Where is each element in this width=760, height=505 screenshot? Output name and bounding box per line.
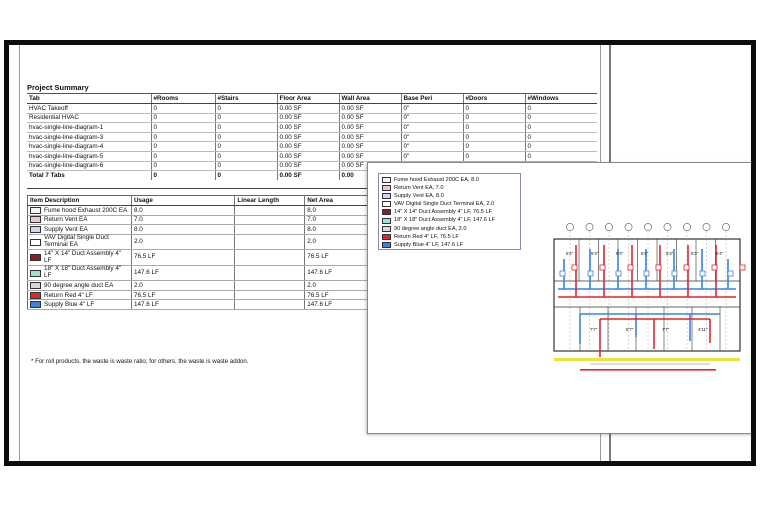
item-swatch-icon <box>30 282 41 289</box>
dimension-label: 5'3" <box>616 251 624 256</box>
item-usage-cell: 8.0 <box>131 225 234 235</box>
item-description <box>30 235 129 249</box>
legend-label: 18" X 18" Duct Assembly 4" LF, 147.6 LF <box>394 217 496 224</box>
item-row <box>28 290 369 300</box>
item-description-label: 14" X 14" Duct Assembly 4" LF <box>44 249 122 264</box>
item-row <box>28 300 369 310</box>
summary-cell: Residential HVAC <box>27 113 151 123</box>
summary-cell: 0 <box>463 152 525 162</box>
item-net-cell: 2.0 <box>305 234 369 250</box>
legend-swatch-icon <box>382 234 391 240</box>
summary-cell: HVAC Takeoff <box>27 104 151 114</box>
summary-cell: 0 <box>151 152 215 162</box>
dimension-label: 5'4" <box>716 251 724 256</box>
summary-cell: 0 <box>463 132 525 142</box>
item-length-cell <box>235 250 305 266</box>
grid-bubble <box>644 223 651 230</box>
summary-cell: 0.00 SF <box>339 152 401 162</box>
summary-cell: hvac-single-line-diagram-6 <box>27 161 151 171</box>
items-column-header: Net Area <box>305 196 369 206</box>
grid-bubble <box>683 223 690 230</box>
item-description-cell <box>28 250 132 266</box>
hvac-floor-plan <box>550 219 746 377</box>
project-summary-title: Project Summary <box>27 83 597 94</box>
items-header-row <box>28 196 369 206</box>
item-description-cell <box>28 290 132 300</box>
return-vent-icon <box>628 265 633 270</box>
item-usage-cell: 147.6 LF <box>131 265 234 281</box>
summary-cell: 0 <box>215 142 277 152</box>
summary-total-cell: 0.00 <box>339 171 401 181</box>
summary-cell: 0" <box>401 152 463 162</box>
item-usage-cell: 8.0 <box>131 206 234 216</box>
summary-row <box>27 132 597 142</box>
item-usage-cell: 76.5 LF <box>131 290 234 300</box>
legend-label: 90 degree angle duct EA, 2.0 <box>394 225 467 232</box>
item-length-cell <box>235 281 305 291</box>
item-usage-cell: 147.6 LF <box>131 300 234 310</box>
item-row <box>28 225 369 235</box>
summary-cell: 0 <box>215 104 277 114</box>
summary-column-header: Base Peri <box>401 94 463 104</box>
legend-swatch-icon <box>382 218 391 224</box>
item-length-cell <box>235 290 305 300</box>
legend-swatch-icon <box>382 209 391 215</box>
item-description <box>30 251 129 265</box>
summary-cell: 0 <box>151 113 215 123</box>
summary-cell: 0 <box>215 132 277 142</box>
summary-cell: 0.00 SF <box>339 104 401 114</box>
items-column-header: Usage <box>131 196 234 206</box>
item-swatch-icon <box>30 207 41 214</box>
item-description-cell <box>28 300 132 310</box>
summary-cell: 0 <box>215 123 277 133</box>
drawing-preview-sheet <box>367 162 755 434</box>
summary-header-row <box>27 94 597 104</box>
item-description-label: Fume hood Exhaust 200C EA <box>44 206 128 214</box>
item-length-cell <box>235 234 305 250</box>
item-length-cell <box>235 225 305 235</box>
item-description-cell <box>28 265 132 281</box>
summary-cell: 0.00 SF <box>339 113 401 123</box>
item-description-label: VAV Digital Single Duct Terminal EA <box>44 234 109 249</box>
summary-cell: 0 <box>151 132 215 142</box>
summary-cell: 0.00 SF <box>277 104 339 114</box>
legend-label: Supply Vent EA, 8.0 <box>394 193 444 200</box>
legend-row <box>382 233 517 241</box>
legend-row <box>382 208 517 216</box>
dimension-label: 5'3" <box>591 251 599 256</box>
summary-cell: 0" <box>401 113 463 123</box>
grid-bubble <box>586 223 593 230</box>
summary-cell: 0 <box>463 142 525 152</box>
item-description <box>30 282 129 289</box>
item-row <box>28 206 369 216</box>
item-description <box>30 207 129 214</box>
summary-cell: 0 <box>463 113 525 123</box>
dimension-label: 7'7" <box>662 327 670 332</box>
item-length-cell <box>235 300 305 310</box>
item-length-cell <box>235 215 305 225</box>
item-description-cell <box>28 281 132 291</box>
item-row <box>28 215 369 225</box>
summary-column-header: #Windows <box>525 94 597 104</box>
supply-vent-icon <box>560 271 565 276</box>
grid-bubble <box>566 223 573 230</box>
summary-cell: 0.00 SF <box>339 123 401 133</box>
return-vent-icon <box>600 265 605 270</box>
grid-bubble <box>703 223 710 230</box>
summary-row <box>27 104 597 114</box>
legend-swatch-icon <box>382 201 391 207</box>
items-column-header: Item Description <box>28 196 132 206</box>
legend-row <box>382 216 517 224</box>
item-description-label: Return Vent EA <box>44 216 88 224</box>
supply-vent-icon <box>588 271 593 276</box>
item-description-cell <box>28 225 132 235</box>
item-usage-cell: 7.0 <box>131 215 234 225</box>
item-net-cell: 147.6 LF <box>305 300 369 310</box>
supply-vent-icon <box>644 271 649 276</box>
item-usage-cell: 2.0 <box>131 234 234 250</box>
item-usage-cell: 76.5 LF <box>131 250 234 266</box>
legend-row <box>382 225 517 233</box>
item-swatch-icon <box>30 292 41 299</box>
summary-cell: 0 <box>525 132 597 142</box>
item-net-cell: 2.0 <box>305 281 369 291</box>
summary-cell: 0 <box>525 113 597 123</box>
summary-cell: 0 <box>463 123 525 133</box>
item-description-label: 18" X 18" Duct Assembly 4" LF <box>44 265 122 280</box>
summary-cell: hvac-single-line-diagram-4 <box>27 142 151 152</box>
dimension-label: 5'3" <box>691 251 699 256</box>
supply-vent-icon <box>616 271 621 276</box>
summary-row <box>27 142 597 152</box>
legend-swatch-icon <box>382 242 391 248</box>
item-length-cell <box>235 206 305 216</box>
legend-row <box>382 176 517 184</box>
grid-bubble <box>625 223 632 230</box>
summary-cell: 0 <box>151 142 215 152</box>
drawing-legend <box>378 173 521 250</box>
item-swatch-icon <box>30 301 41 308</box>
item-net-cell: 76.5 LF <box>305 250 369 266</box>
item-row <box>28 250 369 266</box>
summary-total-cell: 0 <box>151 171 215 181</box>
summary-cell: 0.00 SF <box>277 132 339 142</box>
summary-cell: 0 <box>151 123 215 133</box>
return-vent-icon <box>572 265 577 270</box>
item-usage-cell: 2.0 <box>131 281 234 291</box>
legend-swatch-icon <box>382 193 391 199</box>
summary-cell: 0 <box>525 104 597 114</box>
supply-vent-icon <box>700 271 705 276</box>
summary-cell: hvac-single-line-diagram-5 <box>27 152 151 162</box>
summary-column-header: Floor Area <box>277 94 339 104</box>
legend-label: Supply Blue 4" LF, 147.6 LF <box>394 241 464 248</box>
item-description-cell <box>28 234 132 250</box>
summary-cell: 0 <box>463 104 525 114</box>
plan-title-underline <box>580 369 716 371</box>
supply-vent-icon <box>672 271 677 276</box>
plan-note-strip <box>554 358 740 361</box>
item-swatch-icon <box>30 254 41 261</box>
summary-cell: 0 <box>151 161 215 171</box>
item-row <box>28 234 369 250</box>
summary-column-header: #Rooms <box>151 94 215 104</box>
item-swatch-icon <box>30 239 41 246</box>
supply-vent-icon <box>728 271 733 276</box>
item-description-cell <box>28 215 132 225</box>
legend-swatch-icon <box>382 177 391 183</box>
item-description <box>30 216 129 223</box>
item-net-cell: 147.6 LF <box>305 265 369 281</box>
item-swatch-icon <box>30 270 41 277</box>
dimension-label: 5'4" <box>566 251 574 256</box>
summary-cell: 0.00 SF <box>339 132 401 142</box>
item-net-cell: 8.0 <box>305 225 369 235</box>
summary-total-cell: 0.00 SF <box>277 171 339 181</box>
grid-bubble <box>722 223 729 230</box>
summary-cell: 0 <box>525 142 597 152</box>
summary-total-cell: 0 <box>215 171 277 181</box>
legend-label: Return Red 4" LF, 76.5 LF <box>394 233 459 240</box>
dimension-label: 7'7" <box>590 327 598 332</box>
summary-row <box>27 123 597 133</box>
summary-cell: 0 <box>215 161 277 171</box>
item-description-label: Return Red 4" LF <box>44 291 93 299</box>
items-column-header: Linear Length <box>235 196 305 206</box>
dimension-label: 5'7" <box>626 327 634 332</box>
summary-cell: 0.00 SF <box>277 152 339 162</box>
item-description-cell <box>28 206 132 216</box>
summary-cell: 0 <box>151 104 215 114</box>
summary-column-header: #Doors <box>463 94 525 104</box>
dimension-label: 5'3" <box>666 251 674 256</box>
item-net-cell: 76.5 LF <box>305 290 369 300</box>
document-frame <box>4 40 756 466</box>
grid-bubble <box>605 223 612 230</box>
waste-footnote: * For roll products, the waste is waste ratio; for others, the waste is waste addon. <box>31 358 249 365</box>
item-usage-table <box>27 195 369 310</box>
summary-cell: 0" <box>401 142 463 152</box>
item-description <box>30 292 129 299</box>
item-description-label: 90 degree angle duct EA <box>44 282 114 290</box>
summary-column-header: #Stairs <box>215 94 277 104</box>
summary-cell: 0.00 SF <box>339 142 401 152</box>
legend-row <box>382 200 517 208</box>
summary-cell: 0 <box>215 113 277 123</box>
item-description <box>30 266 129 280</box>
summary-cell: 0" <box>401 104 463 114</box>
legend-row <box>382 241 517 249</box>
legend-label: VAV Digital Single Duct Terminal EA, 2.0 <box>394 201 495 208</box>
item-description-label: Supply Blue 4" LF <box>44 301 95 309</box>
summary-cell: 0 <box>215 152 277 162</box>
summary-cell: 0" <box>401 132 463 142</box>
item-row <box>28 281 369 291</box>
item-description <box>30 226 129 233</box>
summary-cell: 0" <box>401 123 463 133</box>
item-row <box>28 265 369 281</box>
grid-bubble <box>664 223 671 230</box>
summary-cell: 0.00 SF <box>277 123 339 133</box>
return-vent-icon <box>712 265 717 270</box>
item-swatch-icon <box>30 226 41 233</box>
summary-column-header: Wall Area <box>339 94 401 104</box>
item-length-cell <box>235 265 305 281</box>
legend-label: 14" X 14" Duct Assembly 4" LF, 76.5 LF <box>394 209 492 216</box>
item-description-label: Supply Vent EA <box>44 225 88 233</box>
summary-row <box>27 152 597 162</box>
legend-label: Fume hood Exhaust 200C EA, 8.0 <box>394 177 479 183</box>
summary-cell: 0.00 SF <box>339 161 401 171</box>
summary-cell: hvac-single-line-diagram-3 <box>27 132 151 142</box>
summary-row <box>27 113 597 123</box>
return-vent-icon <box>656 265 661 270</box>
item-net-cell: 7.0 <box>305 215 369 225</box>
dimension-label: 5'3" <box>641 251 649 256</box>
summary-cell: 0.00 SF <box>277 113 339 123</box>
item-net-cell: 8.0 <box>305 206 369 216</box>
legend-swatch-icon <box>382 185 391 191</box>
item-swatch-icon <box>30 216 41 223</box>
legend-swatch-icon <box>382 226 391 232</box>
return-vent-icon <box>684 265 689 270</box>
summary-total-cell: Total 7 Tabs <box>27 171 151 181</box>
return-vent-icon <box>740 265 745 270</box>
summary-cell: 0 <box>525 152 597 162</box>
legend-row <box>382 192 517 200</box>
item-description <box>30 301 129 308</box>
summary-cell: 0.00 SF <box>277 142 339 152</box>
summary-cell: 0 <box>525 123 597 133</box>
legend-label: Return Vent EA, 7.0 <box>394 185 444 192</box>
summary-cell: 0.00 SF <box>277 161 339 171</box>
summary-cell: hvac-single-line-diagram-1 <box>27 123 151 133</box>
dimension-label: 4'11" <box>698 327 708 332</box>
summary-column-header: Tab <box>27 94 151 104</box>
legend-row <box>382 184 517 192</box>
